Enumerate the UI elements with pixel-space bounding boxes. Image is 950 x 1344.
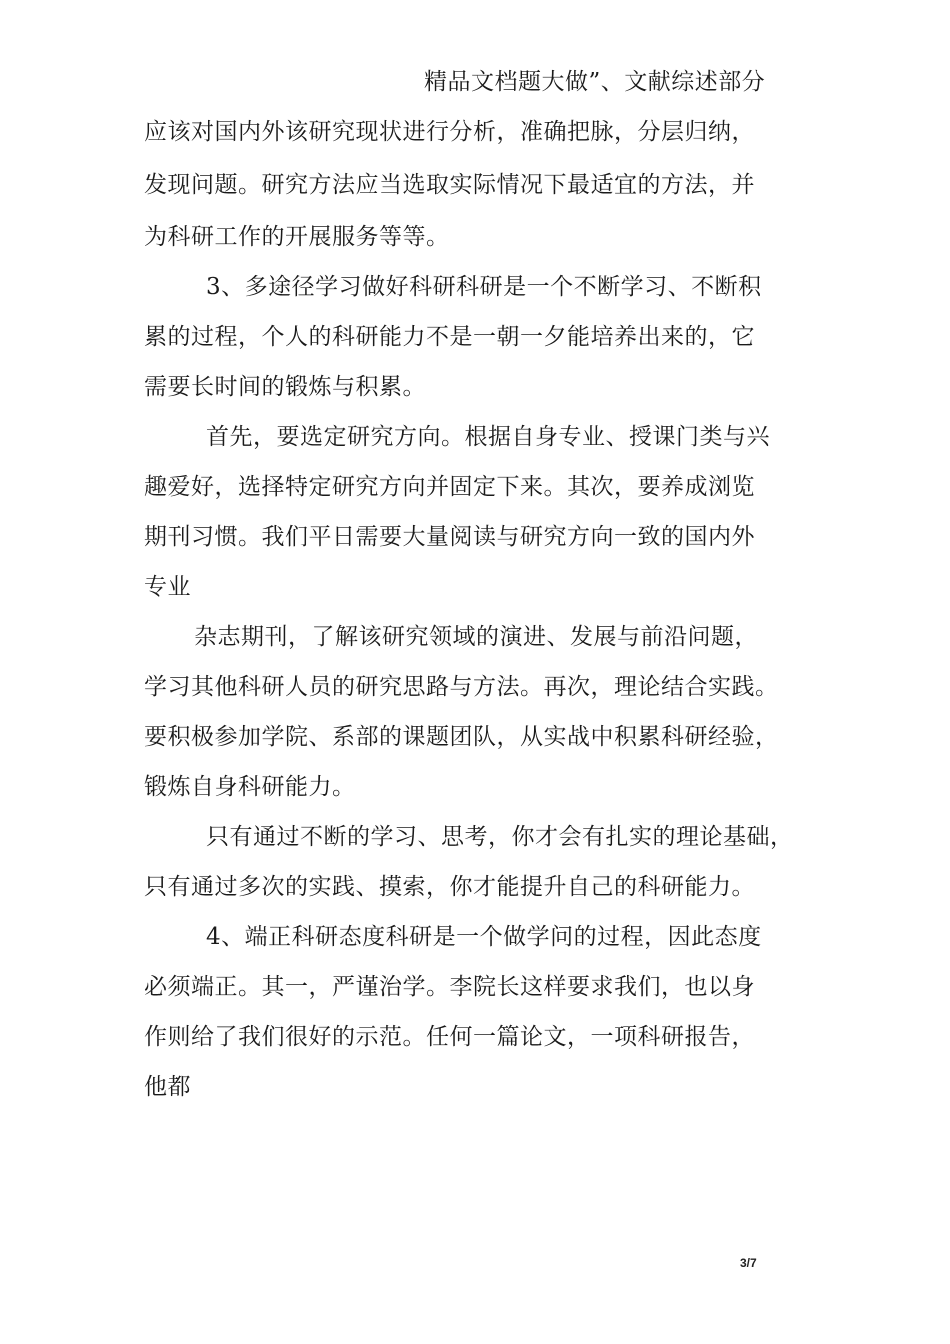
text-line: 必须端正。其一，严谨治学。李院长这样要求我们，也以身 [144,974,755,1000]
text-line: 他都 [144,1074,191,1100]
text-line: 趣爱好，选择特定研究方向并固定下来。其次，要养成浏览 [144,474,755,500]
text-line: 4、端正科研态度科研是一个做学问的过程，因此态度 [206,924,762,950]
text-line: 3、多途径学习做好科研科研是一个不断学习、不断积 [206,274,762,300]
text-line: 作则给了我们很好的示范。任何一篇论文，一项科研报告， [144,1024,755,1050]
text-line: 学习其他科研人员的研究思路与方法。再次，理论结合实践。 [144,674,779,700]
text-line: 需要长时间的锻炼与积累。 [144,374,426,400]
page-number: 3/7 [740,1256,757,1270]
text-line: 发现问题。研究方法应当选取实际情况下最适宜的方法，并 [144,172,755,198]
text-line: 首先，要选定研究方向。根据自身专业、授课门类与兴 [206,424,770,450]
text-line: 杂志期刊，了解该研究领域的演进、发展与前沿问题， [194,624,758,650]
text-line: 专业 [144,574,191,600]
text-line: 要积极参加学院、系部的课题团队，从实战中积累科研经验， [144,724,779,750]
text-line: 为科研工作的开展服务等等。 [144,224,450,250]
header-line: 精品文档题大做”、文献综述部分 [424,69,766,95]
text-line: 锻炼自身科研能力。 [144,774,356,800]
text-line: 应该对国内外该研究现状进行分析，准确把脉，分层归纳， [144,119,755,145]
text-line: 累的过程，个人的科研能力不是一朝一夕能培养出来的，它 [144,324,755,350]
text-line: 只有通过不断的学习、思考，你才会有扎实的理论基础， [206,824,794,850]
text-line: 只有通过多次的实践、摸索，你才能提升自己的科研能力。 [144,874,755,900]
text-line: 期刊习惯。我们平日需要大量阅读与研究方向一致的国内外 [144,524,755,550]
